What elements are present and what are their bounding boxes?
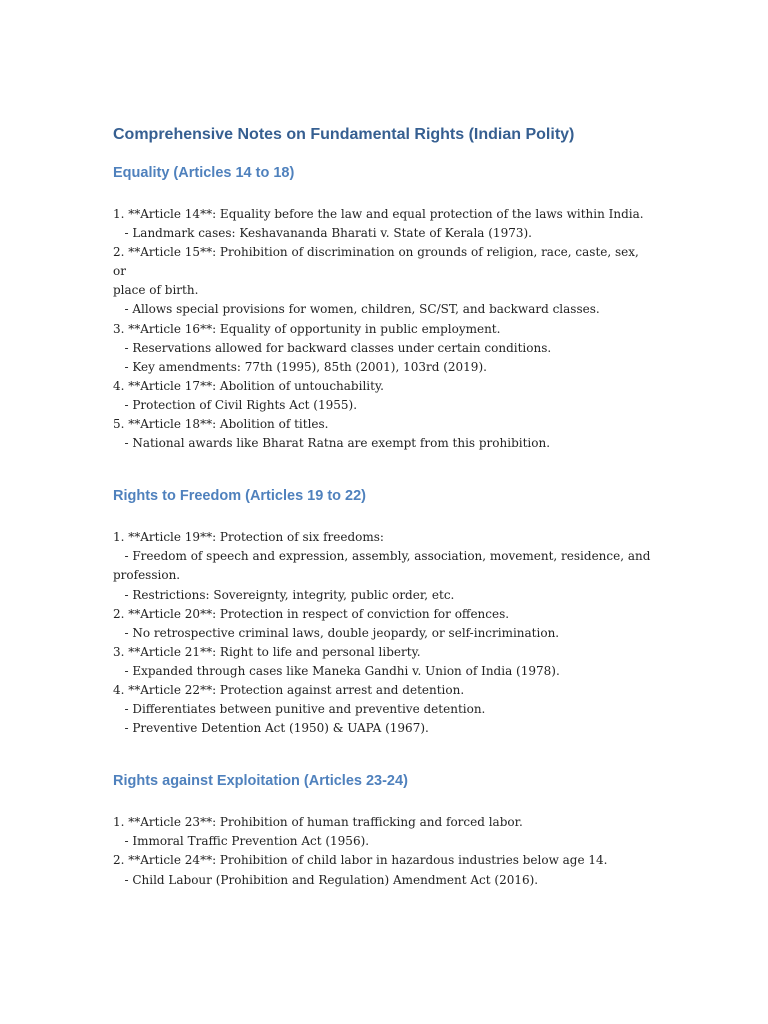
body-line: 5. **Article 18**: Abolition of titles.	[113, 417, 329, 432]
body-line: - Preventive Detention Act (1950) & UAPA (1967).	[113, 721, 429, 736]
body-line: - Expanded through cases like Maneka Gandhi v. Union of India (1978).	[113, 663, 560, 678]
section	[113, 771, 653, 889]
sections-container	[113, 163, 653, 890]
section-body	[113, 205, 653, 453]
document-page	[113, 125, 653, 890]
body-line: 1. **Article 23**: Prohibition of human trafficking and forced labor.	[113, 815, 523, 830]
body-line: 4. **Article 17**: Abolition of untouchability.	[113, 378, 384, 393]
body-line: 1. **Article 19**: Protection of six freedoms:	[113, 530, 384, 545]
body-line: - Immoral Traffic Prevention Act (1956).	[113, 834, 370, 849]
body-line: place of birth.	[113, 283, 199, 298]
section-heading: Equality (Articles 14 to 18)	[113, 165, 295, 181]
body-line: 4. **Article 22**: Protection against arrest and detention.	[113, 682, 465, 697]
body-line: 2. **Article 20**: Protection in respect of conviction for offences.	[113, 606, 510, 621]
body-line: - Reservations allowed for backward classes under certain conditions.	[113, 340, 552, 355]
section-body	[113, 813, 653, 889]
body-line: - No retrospective criminal laws, double jeopardy, or self-incrimination.	[113, 625, 560, 640]
body-line: 3. **Article 16**: Equality of opportunity in public employment.	[113, 321, 501, 336]
section	[113, 163, 653, 453]
body-line: 3. **Article 21**: Right to life and personal liberty.	[113, 644, 421, 659]
section	[113, 486, 653, 738]
body-line: 1. **Article 14**: Equality before the law and equal protection of the laws within India.	[113, 207, 644, 221]
body-line: 2. **Article 24**: Prohibition of child labor in hazardous industries below age 14.	[113, 853, 608, 868]
body-line: - National awards like Bharat Ratna are exempt from this prohibition.	[113, 436, 551, 451]
body-line: 2. **Article 15**: Prohibition of discrimination on grounds of religion, race, caste, sex, or	[113, 245, 643, 279]
body-line: - Child Labour (Prohibition and Regulation) Amendment Act (2016).	[113, 872, 539, 887]
body-line: - Allows special provisions for women, children, SC/ST, and backward classes.	[113, 302, 600, 317]
body-line: - Key amendments: 77th (1995), 85th (2001), 103rd (2019).	[113, 359, 487, 374]
section-heading: Rights to Freedom (Articles 19 to 22)	[113, 488, 366, 505]
section-body	[113, 528, 653, 738]
body-line: - Differentiates between punitive and preventive detention.	[113, 702, 486, 717]
body-line: - Protection of Civil Rights Act (1955).	[113, 397, 358, 412]
body-line: profession.	[113, 568, 181, 583]
body-line: - Restrictions: Sovereignty, integrity, public order, etc.	[113, 587, 455, 602]
body-line: - Freedom of speech and expression, assembly, association, movement, residence, and	[113, 549, 651, 564]
body-line: - Landmark cases: Keshavananda Bharati v. State of Kerala (1973).	[113, 226, 532, 241]
section-heading: Rights against Exploitation (Articles 23-24)	[113, 773, 408, 790]
document-title: Comprehensive Notes on Fundamental Rights (Indian Polity)	[113, 126, 575, 143]
